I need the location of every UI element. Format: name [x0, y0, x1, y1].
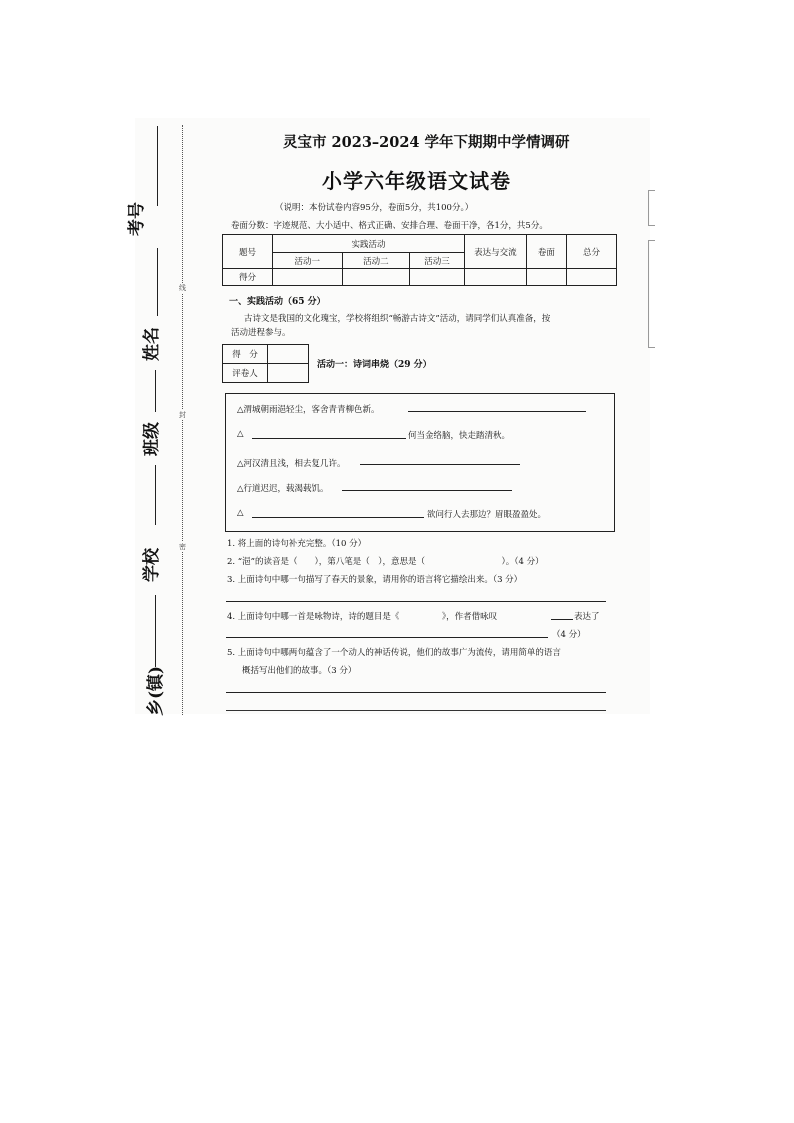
exam-subtitle: 小学六年级语文试卷	[322, 169, 511, 193]
cell-score-label: 得分	[223, 269, 273, 286]
poem-blank[interactable]	[360, 464, 520, 465]
poem-blank[interactable]	[342, 490, 512, 491]
label-xiangzhen: 乡(镇)	[146, 665, 166, 716]
score-input[interactable]	[526, 269, 566, 286]
answer-blank[interactable]	[551, 619, 573, 620]
poem-line-5-suffix: 欲问行人去那边？眉眼盈盈处。	[427, 510, 547, 520]
cell-total: 总分	[566, 235, 616, 269]
question-4-cont: 表达了	[574, 612, 600, 622]
section1-heading: 一、实践活动（65 分）	[229, 297, 326, 307]
cell-juanmian: 卷面	[526, 235, 566, 269]
cell-group: 实践活动	[273, 235, 465, 253]
score-input[interactable]	[410, 269, 465, 286]
answer-line[interactable]	[226, 710, 606, 711]
label-banji: 班级	[142, 422, 162, 456]
score-input[interactable]	[342, 269, 410, 286]
cell-activity1: 活动一	[273, 253, 343, 269]
grader-score-input[interactable]	[268, 345, 309, 364]
section1-intro: 古诗文是我国的文化瑰宝，学校将组织“畅游古诗文”活动，请同学们认真准备，按	[244, 314, 551, 324]
activity1-title: 活动一：诗词串烧（29 分）	[317, 360, 432, 370]
answer-line[interactable]	[226, 692, 606, 693]
question-1: 1. 将上面的诗句补充完整。（10 分）	[227, 539, 367, 549]
edge-fragment	[648, 240, 655, 348]
cell-tihao: 题号	[223, 235, 273, 269]
cell-activity2: 活动二	[342, 253, 410, 269]
poem-blank[interactable]	[408, 411, 586, 412]
binding-line	[155, 465, 156, 525]
answer-line[interactable]	[226, 601, 606, 602]
grader-score-label: 得 分	[223, 345, 268, 364]
poem-line-3: △河汉清且浅，相去复几许。	[237, 459, 346, 469]
seal-mark-xian: 线	[179, 284, 186, 292]
question-4: 4. 上面诗句中哪一首是咏物诗，诗的题目是《 》，作者借咏叹	[227, 612, 498, 622]
grader-name-label: 评卷人	[223, 364, 268, 383]
seal-dotted-line	[182, 125, 183, 715]
label-kaohao: 考号	[127, 202, 147, 236]
poem-line-5-prefix: △	[237, 508, 244, 518]
grader-name-input[interactable]	[268, 364, 309, 383]
grader-box	[222, 344, 309, 383]
label-xuexiao: 学校	[142, 548, 162, 582]
question-2: 2. “浥”的读音是（ ），第八笔是（ ），意思是（ ）。（4 分）	[227, 557, 544, 567]
seal-mark-mi: 密	[179, 543, 186, 551]
binding-line	[155, 370, 156, 412]
poem-line-1: △渭城朝雨浥轻尘，客舍青青柳色新。	[237, 405, 380, 415]
binding-line	[155, 595, 156, 667]
score-input[interactable]	[273, 269, 343, 286]
poem-line-4: △行道迟迟，载渴载饥。	[237, 484, 329, 494]
poem-blank[interactable]	[252, 517, 424, 518]
question-5: 5. 上面诗句中哪两句蕴含了一个动人的神话传说，他们的故事广为流传，请用简单的语言	[227, 648, 561, 658]
label-xingming: 姓名	[142, 327, 162, 361]
neatness-rule: 卷面分数：字迹规范、大小适中、格式正确、安排合理、卷面干净，各1分，共5分。	[231, 221, 548, 231]
binding-line	[157, 126, 158, 206]
answer-line[interactable]	[226, 637, 548, 638]
seal-mark-feng: 封	[179, 411, 186, 419]
question-3: 3. 上面诗句中哪一句描写了春天的景象，请用你的语言将它描绘出来。（3 分）	[227, 575, 523, 585]
question-5-cont: 概括写出他们的故事。（3 分）	[242, 666, 357, 676]
question-4-points: （4 分）	[552, 630, 586, 640]
exam-note: （说明：本份试卷内容95分，卷面5分，共100分。）	[275, 203, 474, 213]
exam-title: 灵宝市 2023–2024 学年下期期中学情调研	[283, 134, 570, 151]
binding-line	[157, 248, 158, 316]
cell-express: 表达与交流	[465, 235, 527, 269]
score-input[interactable]	[465, 269, 527, 286]
poem-blank[interactable]	[252, 438, 406, 439]
poem-line-2-prefix: △	[237, 429, 244, 439]
edge-fragment	[648, 190, 655, 226]
poem-line-2-suffix: 何当金络脑，快走踏清秋。	[408, 431, 511, 441]
section1-intro: 活动进程参与。	[231, 328, 291, 338]
score-table	[222, 234, 617, 286]
score-input[interactable]	[566, 269, 616, 286]
cell-activity3: 活动三	[410, 253, 465, 269]
